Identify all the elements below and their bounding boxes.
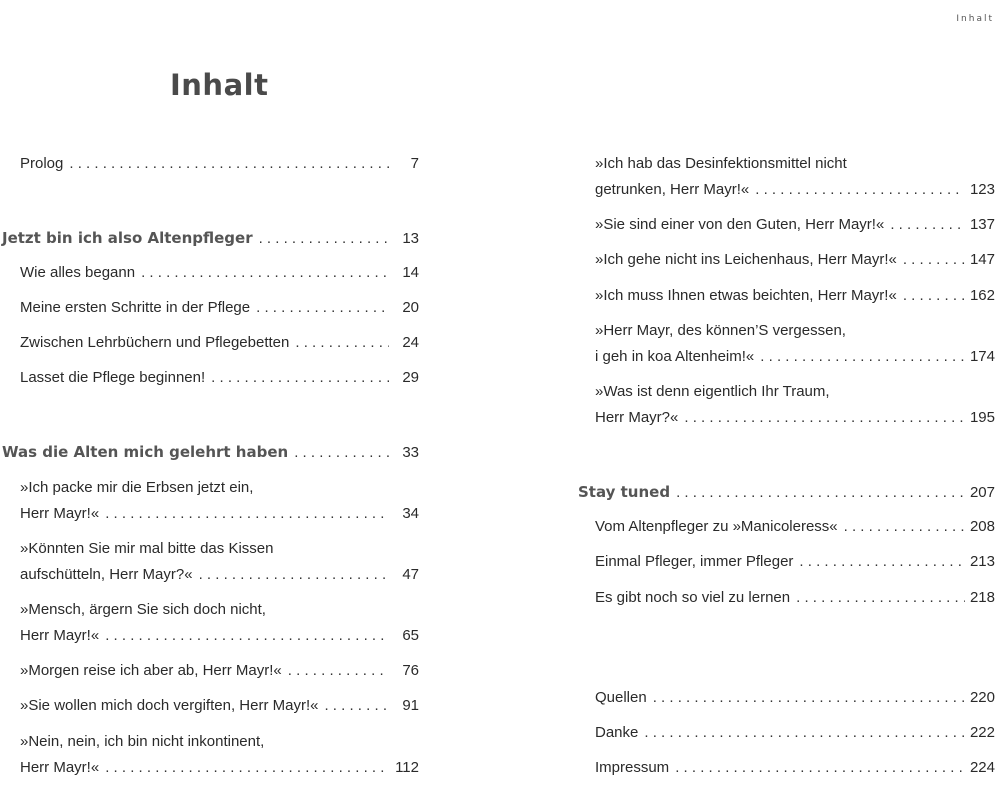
toc-entry-line1: »Ich packe mir die Erbsen jetzt ein, bbox=[20, 479, 254, 496]
dot-leader bbox=[294, 443, 389, 463]
toc-page-number: 14 bbox=[402, 264, 419, 281]
dot-leader bbox=[256, 298, 389, 318]
toc-section-title: Was die Alten mich gelehrt haben bbox=[2, 443, 289, 461]
toc-page-number: 137 bbox=[969, 216, 995, 233]
dot-leader bbox=[105, 504, 389, 524]
toc-entry-title: aufschütteln, Herr Mayr?« bbox=[20, 566, 193, 583]
toc-entry[interactable] bbox=[595, 215, 995, 235]
toc-entry-line1: »Nein, nein, ich bin nicht inkontinent, bbox=[20, 733, 265, 750]
toc-entry[interactable] bbox=[20, 758, 419, 778]
toc-entry-title: »Morgen reise ich aber ab, Herr Mayr!« bbox=[20, 662, 282, 679]
toc-entry-title: Zwischen Lehrbüchern und Pflegebetten bbox=[20, 334, 290, 351]
toc-entry[interactable] bbox=[595, 250, 995, 270]
toc-page-number: 47 bbox=[402, 566, 419, 583]
toc-entry[interactable] bbox=[595, 408, 995, 428]
toc-page-number: 207 bbox=[969, 484, 995, 501]
toc-entry-title: Es gibt noch so viel zu lernen bbox=[595, 589, 791, 606]
dot-leader bbox=[799, 552, 965, 572]
toc-entry-line1: »Mensch, ärgern Sie sich doch nicht, bbox=[20, 601, 266, 618]
toc-entry-title: »Sie sind einer von den Guten, Herr Mayr!« bbox=[595, 216, 885, 233]
toc-section-1[interactable] bbox=[2, 228, 419, 248]
toc-entry-title: Meine ersten Schritte in der Pflege bbox=[20, 299, 251, 316]
toc-page-number: 147 bbox=[969, 251, 995, 268]
dot-leader bbox=[890, 215, 965, 235]
dot-leader bbox=[295, 333, 389, 353]
toc-page-number: 33 bbox=[402, 444, 419, 461]
toc-page-number: 7 bbox=[410, 155, 419, 172]
toc-section-2[interactable] bbox=[2, 442, 419, 462]
toc-page-number: 224 bbox=[969, 759, 995, 776]
toc-entry-title: Prolog bbox=[20, 155, 64, 172]
dot-leader bbox=[903, 250, 965, 270]
toc-entry-title: Vom Altenpfleger zu »Manicoleress« bbox=[595, 518, 838, 535]
toc-page-number: 218 bbox=[969, 589, 995, 606]
toc-entry-title: Lasset die Pflege beginnen! bbox=[20, 369, 206, 386]
toc-section-title: Jetzt bin ich also Altenpfleger bbox=[2, 229, 253, 247]
toc-page-number: 174 bbox=[969, 348, 995, 365]
toc-section-title: Stay tuned bbox=[578, 483, 671, 501]
toc-page-number: 222 bbox=[969, 724, 995, 741]
dot-leader bbox=[653, 688, 965, 708]
dot-leader bbox=[760, 347, 965, 367]
toc-entry-quellen[interactable] bbox=[595, 688, 995, 708]
toc-entry[interactable] bbox=[595, 180, 995, 200]
dot-leader bbox=[796, 588, 965, 608]
dot-leader bbox=[684, 408, 965, 428]
toc-page-number: 123 bbox=[969, 181, 995, 198]
dot-leader bbox=[324, 696, 389, 716]
toc-entry[interactable] bbox=[20, 298, 419, 318]
dot-leader bbox=[844, 517, 965, 537]
toc-page-number: 20 bbox=[402, 299, 419, 316]
toc-page-number: 112 bbox=[395, 759, 419, 776]
toc-entry-title: Danke bbox=[595, 724, 639, 741]
toc-entry[interactable] bbox=[595, 347, 995, 367]
toc-entry-impressum[interactable] bbox=[595, 758, 995, 778]
toc-section-3[interactable] bbox=[578, 482, 995, 502]
toc-entry[interactable] bbox=[20, 263, 419, 283]
toc-entry-title: Einmal Pfleger, immer Pfleger bbox=[595, 553, 794, 570]
toc-entry-title: getrunken, Herr Mayr!« bbox=[595, 181, 750, 198]
dot-leader bbox=[105, 626, 389, 646]
toc-entry-title: Wie alles begann bbox=[20, 264, 136, 281]
toc-page-number: 76 bbox=[402, 662, 419, 679]
toc-entry-title: i geh in koa Altenheim!« bbox=[595, 348, 755, 365]
dot-leader bbox=[69, 154, 389, 174]
dot-leader bbox=[288, 661, 389, 681]
toc-entry-line1: »Was ist denn eigentlich Ihr Traum, bbox=[595, 383, 830, 400]
page-title: Inhalt bbox=[170, 68, 269, 102]
toc-entry[interactable] bbox=[20, 368, 419, 388]
dot-leader bbox=[105, 758, 389, 778]
dot-leader bbox=[141, 263, 389, 283]
toc-page-number: 91 bbox=[402, 697, 419, 714]
toc-entry-title: »Sie wollen mich doch vergiften, Herr Mayr!« bbox=[20, 697, 319, 714]
toc-entry-line1: »Könnten Sie mir mal bitte das Kissen bbox=[20, 540, 274, 557]
toc-entry-danke[interactable] bbox=[595, 723, 995, 743]
toc-entry-title: Herr Mayr!« bbox=[20, 505, 100, 522]
dot-leader bbox=[675, 758, 965, 778]
toc-entry-title: Herr Mayr!« bbox=[20, 627, 100, 644]
toc-page-number: 208 bbox=[969, 518, 995, 535]
toc-page-number: 65 bbox=[402, 627, 419, 644]
dot-leader bbox=[211, 368, 389, 388]
toc-page-number: 213 bbox=[969, 553, 995, 570]
toc-entry[interactable] bbox=[20, 661, 419, 681]
dot-leader bbox=[199, 565, 389, 585]
toc-page-number: 195 bbox=[969, 409, 995, 426]
dot-leader bbox=[755, 180, 965, 200]
dot-leader bbox=[903, 286, 965, 306]
dot-leader bbox=[676, 483, 965, 503]
toc-entry-title: »Ich gehe nicht ins Leichenhaus, Herr Mayr!« bbox=[595, 251, 897, 268]
dot-leader bbox=[259, 229, 389, 249]
toc-entry-line1: »Ich hab das Desinfektionsmittel nicht bbox=[595, 155, 847, 172]
toc-entry[interactable] bbox=[595, 286, 995, 306]
toc-entry[interactable] bbox=[595, 517, 995, 537]
toc-entry[interactable] bbox=[595, 552, 995, 572]
toc-entry[interactable] bbox=[20, 565, 419, 585]
toc-entry-prolog[interactable] bbox=[20, 154, 419, 174]
toc-entry[interactable] bbox=[20, 504, 419, 524]
toc-page-number: 220 bbox=[969, 689, 995, 706]
toc-entry[interactable] bbox=[20, 333, 419, 353]
dot-leader bbox=[644, 723, 965, 743]
toc-entry[interactable] bbox=[595, 588, 995, 608]
toc-page-number: 162 bbox=[969, 287, 995, 304]
running-head: Inhalt bbox=[956, 14, 994, 24]
toc-entry-title: »Ich muss Ihnen etwas beichten, Herr Mayr!« bbox=[595, 287, 897, 304]
toc-page-number: 34 bbox=[402, 505, 419, 522]
toc-entry[interactable] bbox=[20, 696, 419, 716]
toc-page-number: 24 bbox=[402, 334, 419, 351]
toc-page-number: 29 bbox=[402, 369, 419, 386]
toc-entry-line1: »Herr Mayr, des können’S vergessen, bbox=[595, 322, 846, 339]
toc-entry-title: Herr Mayr!« bbox=[20, 759, 100, 776]
toc-entry[interactable] bbox=[20, 626, 419, 646]
toc-entry-title: Quellen bbox=[595, 689, 647, 706]
toc-page-number: 13 bbox=[402, 230, 419, 247]
toc-entry-title: Impressum bbox=[595, 759, 670, 776]
toc-entry-title: Herr Mayr?« bbox=[595, 409, 679, 426]
